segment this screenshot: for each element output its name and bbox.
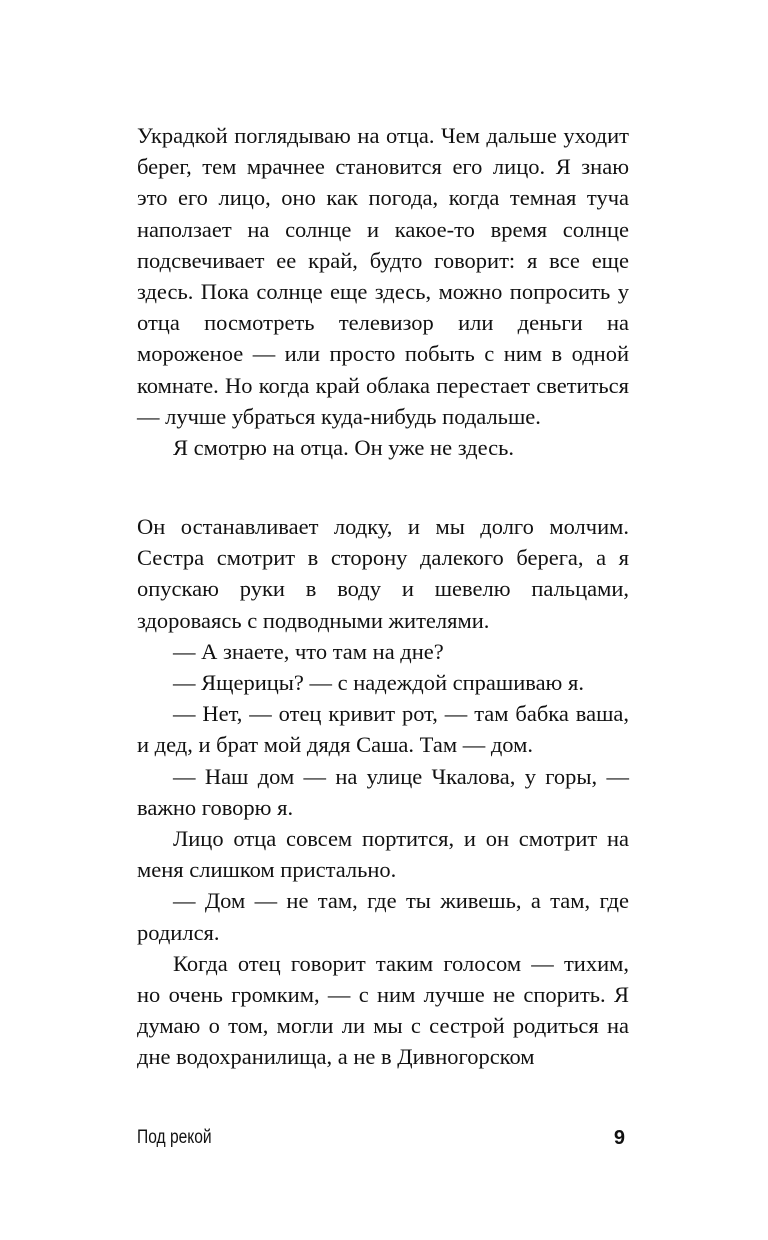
dialogue-line: — Дом — не там, где ты живешь, а там, где родился. [137, 888, 629, 945]
text-section-2 [137, 511, 629, 1073]
paragraph: Он останавливает лодку, и мы долго молчим. Сестра смотрит в сторону далекого берега, а я опускаю руки в воду и шевелю пальцами, здороваясь с подводными жителями. [137, 514, 629, 633]
dialogue-line: — Наш дом — на улице Чкалова, у горы, — важно говорю я. [137, 763, 629, 820]
dialogue-line: — Ящерицы? — с надеждой спрашиваю я. [173, 670, 584, 696]
paragraph: Лицо отца совсем портится, и он смотрит на меня слишком пристально. [137, 826, 629, 883]
dialogue-line: — А знаете, что там на дне? [173, 638, 444, 664]
running-title: Под рекой [137, 1127, 212, 1148]
text-section-1 [137, 120, 629, 463]
page-number: 9 [613, 1127, 625, 1149]
paragraph: Я смотрю на отца. Он уже не здесь. [173, 435, 515, 461]
dialogue-line: — Нет, — отец кривит рот, — там бабка ваша, и дед, и брат мой дядя Саша. Там — дом. [137, 701, 629, 758]
paragraph: Когда отец говорит таким голосом — тихим, но очень громким, — с ним лучше не спорить. Я думаю о том, могли ли мы с сестрой родиться на дне водохранилища, а не в Дивногорском [137, 950, 629, 1070]
paragraph: Украдкой поглядываю на отца. Чем дальше уходит берег, тем мрачнее становится его лицо. Я знаю это его лицо, оно как погода, когда темная туча наползает на солнце и какое-то время солнце подсвечивает ее край, будто говорит: я все еще здесь. Пока солнце еще здесь, можно попросить у отца посмотреть телевизор или деньги на мороженое — или просто побыть с ним в одной комнате. Но когда край облака перестает светиться — лучше убраться куда-нибудь подальше. [137, 123, 629, 429]
